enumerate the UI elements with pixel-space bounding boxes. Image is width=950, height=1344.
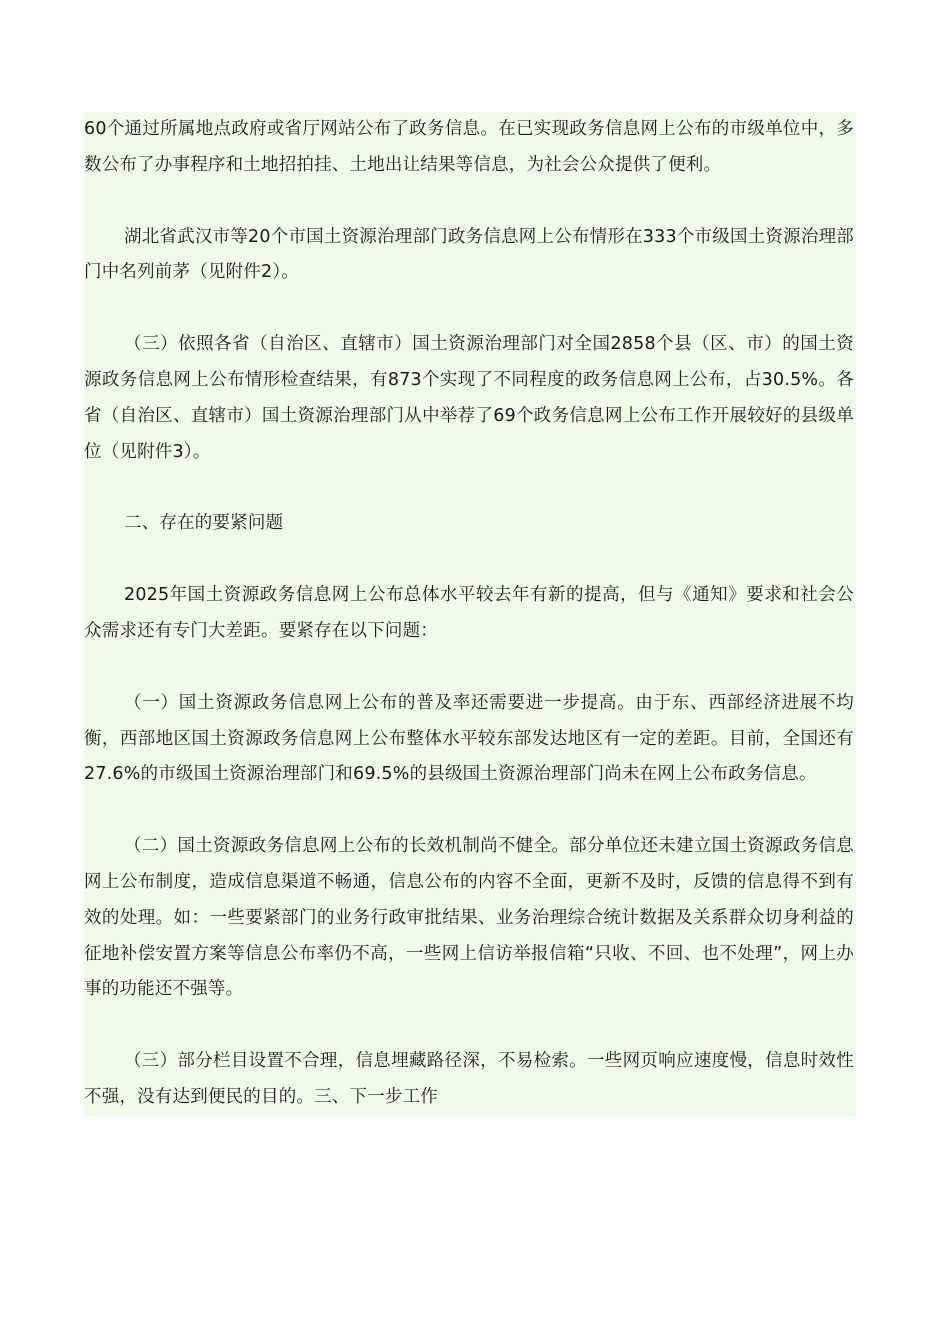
paragraph-county-results: （三）依照各省（自治区、直辖市）国土资源治理部门对全国2858个县（区、市）的国土资源政务信息网上公布情形检查结果，有873个实现了不同程度的政务信息网上公布，占30.5%。各省（自治区、直辖市）国土资源治理部门从中举荐了69个政务信息网上公布工作开展较好的县级单位（见附件3）。 [84, 334, 854, 462]
paragraph-continuation: 60个通过所属地点政府或省厅网站公布了政务信息。在已实现政务信息网上公布的市级单位中，多数公布了办事程序和土地招拍挂、土地出让结果等信息，为社会公众提供了便利。 [84, 119, 854, 175]
paragraph-gap [84, 542, 856, 578]
section-heading-problems: 二、存在的要紧问题 [124, 513, 284, 534]
paragraph-gap [84, 1008, 856, 1044]
paragraph-overview: 2025年国土资源政务信息网上公布总体水平较去年有新的提高，但与《通知》要求和社会公众需求还有专门大差距。要紧存在以下问题： [84, 585, 854, 641]
paragraph-wuhan: 湖北省武汉市等20个市国土资源治理部门政务信息网上公布情形在333个市级国土资源治理部门中名列前茅（见附件2）。 [84, 226, 854, 283]
document-body [84, 112, 856, 1116]
paragraph-gap [84, 470, 856, 506]
paragraph-gap [84, 793, 856, 829]
paragraph-problem-1: （一）国土资源政务信息网上公布的普及率还需要进一步提高。由于东、西部经济进展不均衡，西部地区国土资源政务信息网上公布整体水平较东部发达地区有一定的差距。目前，全国还有27.6%的市级国土资源治理部门和69.5%的县级国土资源治理部门尚未在网上公布政务信息。 [84, 692, 854, 785]
paragraph-problem-2: （二）国土资源政务信息网上公布的长效机制尚不健全。部分单位还未建立国土资源政务信息网上公布制度，造成信息渠道不畅通，信息公布的内容不全面，更新不及时，反馈的信息得不到有效的处理。如：一些要紧部门的业务行政审批结果、业务治理综合统计数据及关系群众切身利益的征地补偿安置方案等信息公布率仍不高，一些网上信访举报信箱“只收、不回、也不处理”，网上办事的功能还不强等。 [84, 836, 854, 1000]
paragraph-problem-3: （三）部分栏目设置不合理，信息埋藏路径深，不易检索。一些网页响应速度慢，信息时效性不强，没有达到便民的目的。三、下一步工作 [84, 1051, 854, 1107]
paragraph-gap [84, 184, 856, 220]
paragraph-gap [84, 650, 856, 686]
paragraph-gap [84, 291, 856, 327]
